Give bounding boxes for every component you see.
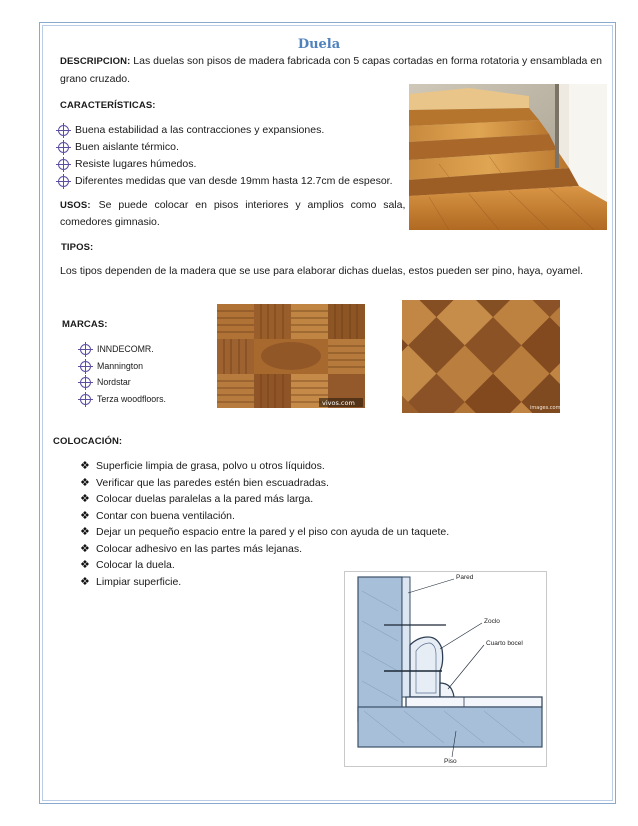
cross-bullet-icon	[80, 361, 91, 372]
installation-diagram	[344, 571, 547, 767]
cross-bullet-icon	[58, 159, 69, 170]
usos-text-line2: comedores gimnasio.	[60, 216, 160, 228]
cross-bullet-icon	[80, 394, 91, 405]
list-item: Resiste lugares húmedos.	[58, 156, 398, 173]
watermark-1: vivos.com	[322, 399, 355, 407]
list-item: ❖ Colocar la duela.	[80, 557, 500, 574]
diagram-label-cuarto-bocel: Cuarto bocel	[486, 640, 523, 647]
diagram-label-zoclo: Zoclo	[484, 618, 500, 625]
marcas-list	[80, 341, 230, 407]
caracteristicas-list	[58, 122, 398, 190]
cross-bullet-icon	[80, 377, 91, 388]
list-item: ❖ Colocar adhesivo en las partes más lejanas.	[80, 541, 500, 558]
watermark-2: images.com	[530, 405, 560, 411]
descripcion-text-line2: grano cruzado.	[60, 73, 131, 85]
descripcion-label: DESCRIPCION:	[60, 56, 131, 67]
list-item: Mannington	[80, 358, 230, 375]
list-item: ❖ Superficie limpia de grasa, polvo u otros líquidos.	[80, 458, 500, 475]
diagram-label-pared: Pared	[456, 574, 474, 581]
usos-label: USOS:	[60, 200, 91, 211]
diamond-bullet-icon: ❖	[80, 541, 90, 555]
cross-bullet-icon	[58, 142, 69, 153]
list-item: Diferentes medidas que van desde 19mm hasta 12.7cm de espesor.	[58, 173, 398, 190]
marcas-label: MARCAS:	[62, 319, 108, 330]
usos-text-line1: Se puede colocar en pisos interiores y amplios como sala,	[98, 199, 406, 211]
colocacion-label: COLOCACIÓN:	[53, 436, 123, 447]
parquet-photo-1	[217, 304, 365, 408]
list-item: Buen aislante térmico.	[58, 139, 398, 156]
diamond-bullet-icon: ❖	[80, 459, 90, 472]
diamond-bullet-icon: ❖	[80, 475, 90, 489]
diamond-bullet-icon: ❖	[80, 558, 90, 571]
parquet-photo-2	[402, 300, 560, 413]
tipos-text: Los tipos dependen de la madera que se use para elaborar dichas duelas, estos pueden ser pino, haya, oyamel.	[60, 265, 584, 277]
list-item: Nordstar	[80, 374, 230, 391]
diamond-bullet-icon: ❖	[80, 492, 90, 505]
descripcion-text-line1: Las duelas son pisos de madera fabricada con 5 capas cortadas en forma rotatoria y ensamblada en	[133, 55, 602, 67]
list-item: ❖ Limpiar superficie.	[80, 574, 500, 591]
list-item: ❖ Colocar duelas paralelas a la pared más larga.	[80, 491, 500, 508]
list-item: Buena estabilidad a las contracciones y expansiones.	[58, 122, 398, 139]
usos-section	[60, 197, 406, 231]
cross-bullet-icon	[58, 125, 69, 136]
diamond-bullet-icon: ❖	[80, 525, 90, 538]
tipos-label: TIPOS:	[61, 242, 94, 253]
diamond-bullet-icon: ❖	[80, 574, 90, 588]
caracteristicas-label: CARACTERÍSTICAS:	[60, 100, 156, 111]
list-item: ❖ Dejar un pequeño espacio entre la pared y el piso con ayuda de un taquete.	[80, 524, 500, 541]
list-item: INNDECOMR.	[80, 341, 230, 358]
page-title: Duela	[297, 37, 341, 52]
cross-bullet-icon	[58, 176, 69, 187]
diamond-bullet-icon: ❖	[80, 508, 90, 522]
list-item: Terza woodfloors.	[80, 391, 230, 408]
diagram-label-piso: Piso	[444, 758, 457, 765]
descripcion-section	[60, 53, 610, 88]
cross-bullet-icon	[80, 344, 91, 355]
list-item: ❖ Contar con buena ventilación.	[80, 508, 500, 525]
list-item: ❖ Verificar que las paredes estén bien escuadradas.	[80, 475, 500, 492]
stairs-photo	[409, 84, 607, 230]
